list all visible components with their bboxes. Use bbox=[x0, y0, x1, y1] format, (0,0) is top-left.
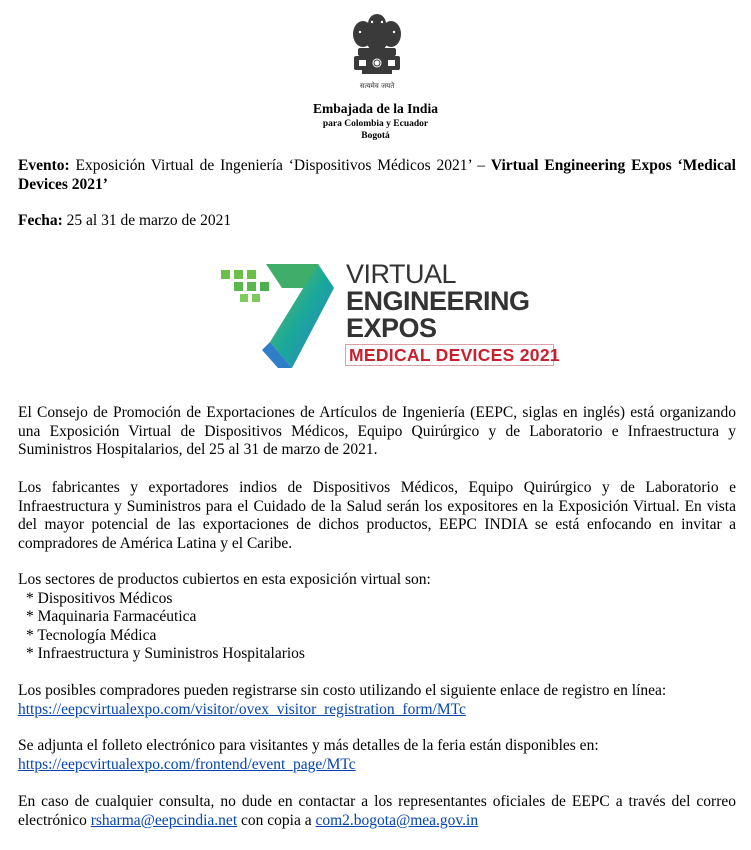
sectors-list bbox=[18, 590, 736, 664]
registration-link[interactable]: https://eepcvirtualexpo.com/visitor/ovex_visitor_registration_form/MTc bbox=[18, 700, 466, 718]
logo-line-expos: EXPOS bbox=[346, 313, 437, 343]
email-link-eepc[interactable]: rsharma@eepcindia.net bbox=[90, 811, 238, 829]
org-name: Embajada de la India bbox=[313, 101, 438, 116]
logo-line-engineering: ENGINEERING bbox=[346, 286, 530, 316]
date-text: 25 al 31 de marzo de 2021 bbox=[62, 212, 232, 229]
sectors-intro: Los sectores de productos cubiertos en esta exposición virtual son: bbox=[18, 571, 431, 588]
contact-text: En caso de cualquier consulta, no dude en contactar a los representantes oficiales de EEPC a través del correo electrónico bbox=[18, 793, 736, 829]
paragraph-intro: El Consejo de Promoción de Exportaciones de Artículos de Ingeniería (EEPC, siglas en inglés) está organizando una Exposición Virtual de Dispositivos Médicos, Equipo Quirúrgico y de Laboratorio e Infraestructura y Suministros Hospitalarios, del 25 al 31 de marzo de 2021. bbox=[18, 404, 736, 458]
brochure-text: Se adjunta el folleto electrónico para visitantes y más detalles de la feria están disponibles en: bbox=[18, 737, 599, 754]
org-subtitle: para Colombia y Ecuador bbox=[322, 119, 429, 129]
event-line bbox=[18, 157, 736, 194]
brochure-section bbox=[18, 737, 736, 774]
event-page-link[interactable]: https://eepcvirtualexpo.com/frontend/event_page/MTc bbox=[18, 755, 356, 773]
emblem-motto: सत्यमेव जयते bbox=[359, 82, 395, 90]
paragraph-exhibitors: Los fabricantes y exportadores indios de Dispositivos Médicos, Equipo Quirúrgico y de Laboratorio e Infraestructura y Suministros para el Cuidado de la Salud serán los expositores en la Exposición Virtual. En vista del mayor potencial de las exportaciones de dichos productos, EEPC INDIA se está enfocando en invitar a compradores de América Latina y el Caribe. bbox=[18, 479, 736, 552]
logo-line-medical-devices: MEDICAL DEVICES 2021 bbox=[349, 345, 560, 365]
logo-line-virtual: VIRTUAL bbox=[346, 259, 457, 289]
org-city: Bogotá bbox=[361, 131, 390, 141]
registration-text: Los posibles compradores pueden registrarse sin costo utilizando el siguiente enlace de registro en línea: bbox=[18, 682, 667, 699]
date-label: Fecha: bbox=[18, 212, 63, 229]
date-line bbox=[18, 212, 736, 231]
registration-section bbox=[18, 682, 736, 719]
contact-mid-text: con copia a bbox=[237, 811, 316, 829]
event-label: Evento: bbox=[18, 157, 70, 174]
sector-item: * Infraestructura y Suministros Hospitalarios bbox=[26, 645, 305, 662]
expo-logo bbox=[218, 258, 563, 370]
email-link-embassy[interactable]: com2.bogota@mea.gov.in bbox=[315, 811, 479, 829]
expo-logo-mark-icon bbox=[218, 258, 338, 370]
sector-item: * Dispositivos Médicos bbox=[26, 589, 173, 607]
sectors-section bbox=[18, 571, 736, 664]
contact-paragraph bbox=[18, 793, 736, 830]
sector-item: * Maquinaria Farmacéutica bbox=[26, 608, 197, 625]
event-text: Exposición Virtual de Ingeniería ‘Dispositivos Médicos 2021’ – bbox=[69, 157, 491, 174]
event-title-en: Virtual Engineering Expos ‘Medical Devices 2021’ bbox=[18, 157, 736, 193]
national-emblem-icon bbox=[344, 8, 410, 94]
sector-item: * Tecnología Médica bbox=[26, 626, 157, 644]
